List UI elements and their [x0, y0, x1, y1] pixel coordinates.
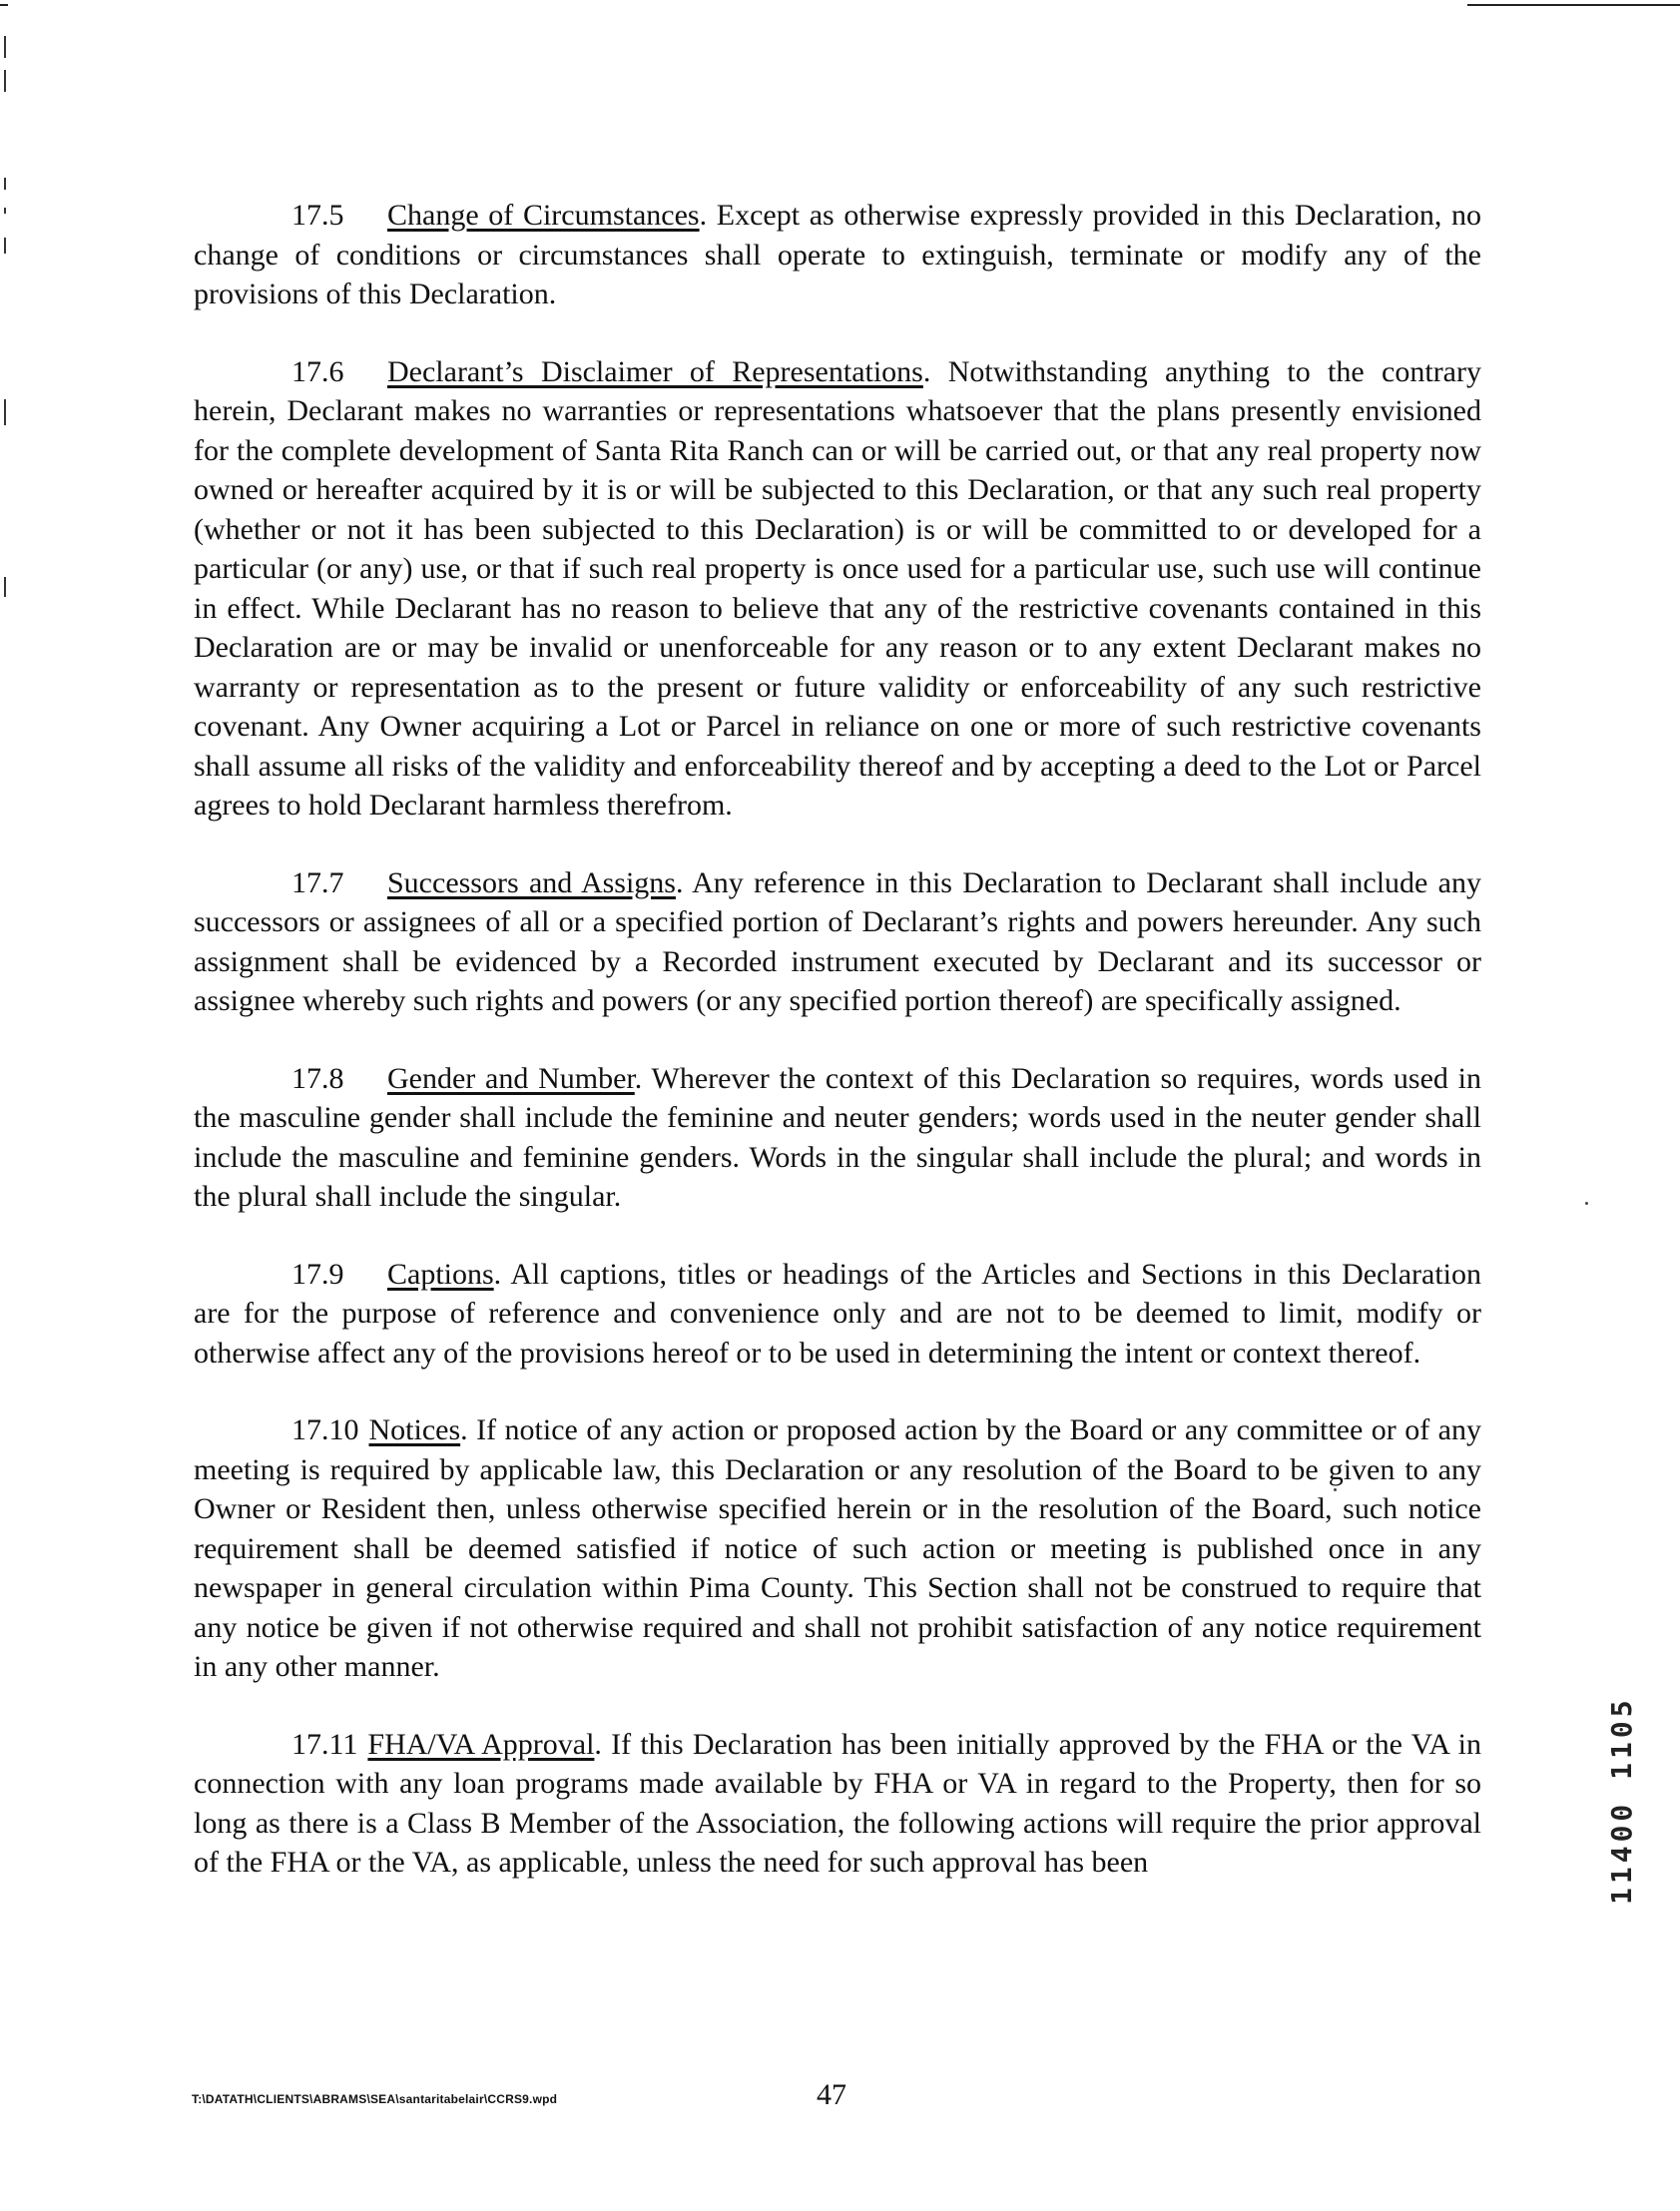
section-17-11	[194, 1725, 1481, 1883]
margin-tick	[4, 70, 6, 92]
section-17-10	[194, 1410, 1481, 1687]
section-number: 17.9	[291, 1257, 344, 1291]
section-number: 17.8	[291, 1061, 344, 1095]
section-17-9	[194, 1255, 1481, 1374]
section-number: 17.5	[291, 199, 344, 232]
section-caption: FHA/VA Approval	[367, 1727, 595, 1761]
margin-tick	[4, 238, 6, 254]
section-number: 17.10	[291, 1413, 359, 1446]
margin-tick	[4, 36, 6, 58]
stray-dot	[1585, 1202, 1588, 1205]
section-caption: Captions	[387, 1257, 494, 1291]
recording-stamp: 11400 1105	[1605, 1696, 1638, 1905]
corner-mark	[0, 4, 8, 6]
section-17-8	[194, 1059, 1481, 1217]
footer-file-path: T:\DATATH\CLIENTS\ABRAMS\SEA\santaritabelair\CCRS9.wpd	[192, 2092, 558, 2106]
section-caption: Successors and Assigns	[387, 865, 676, 899]
page-number: 47	[817, 2078, 846, 2111]
margin-tick	[4, 208, 6, 214]
section-text: . Any reference in this Declaration to Declarant shall include any successors or assignees of all or a specified portion of Declarant’s rights and powers hereunder. Any such assignment shall be evidenced by a Recorded instrument executed by Declarant and its successor or assignee whereby such rights and powers (or any specified portion thereof) are specifically assigned.	[194, 865, 1481, 1017]
section-caption: Change of Circumstances	[387, 199, 700, 232]
section-caption: Declarant’s Disclaimer of Representations	[387, 354, 923, 388]
margin-tick	[4, 577, 6, 597]
section-text: . If this Declaration has been initially approved by the FHA or the VA in connection with any loan programs made available by FHA or VA in regard to the Property, then for so long as there is a Class B Member of the Association, the following actions will require the prior approval of the FHA or the VA, as applicable, unless the need for such approval has been	[194, 1727, 1481, 1879]
section-number: 17.11	[291, 1727, 358, 1761]
section-caption: Gender and Number	[387, 1061, 635, 1095]
section-17-5	[194, 196, 1481, 314]
section-text: . Notwithstanding anything to the contrary herein, Declarant makes no warranties or representations whatsoever that the plans presently envisioned for the complete development of Santa Rita Ranch can or will be carried out, or that any real property now owned or hereafter acquired by it is or will be subjected to this Declaration, or that any such real property (whether or not it has been subjected to this Declaration) is or will be committed to or developed for a particular (or any) use, or that if such real property is once used for a particular use, such use will continue in effect. While Declarant has no reason to believe that any of the restrictive covenants contained in this Declaration are or may be invalid or unenforceable for any reason or to any extent Declarant makes no warranty or representation as to the present or future validity or enforceability of any such restrictive covenant. Any Owner acquiring a Lot or Parcel in reliance on one or more of such restrictive covenants shall assume all risks of the validity and enforceability thereof and by accepting a deed to the Lot or Parcel agrees to hold Declarant harmless therefrom.	[194, 354, 1481, 822]
section-number: 17.6	[291, 354, 344, 388]
section-caption: Notices	[368, 1413, 461, 1446]
section-text: . Except as otherwise expressly provided in this Declaration, no change of conditions or circumstances shall operate to extinguish, terminate or modify any of the provisions of this Declaration.	[194, 199, 1481, 310]
margin-tick	[4, 399, 6, 425]
section-17-6	[194, 352, 1481, 826]
section-text: . Wherever the context of this Declaration so requires, words used in the masculine gender shall include the feminine and neuter genders; words used in the neuter gender shall include the masculine and feminine genders. Words in the singular shall include the plural; and words in the plural shall include the singular.	[194, 1061, 1481, 1213]
section-number: 17.7	[291, 865, 344, 899]
section-text: . All captions, titles or headings of the Articles and Sections in this Declaration are for the purpose of reference and convenience only and are not to be deemed to limit, modify or otherwise affect any of the provisions hereof or to be used in determining the intent or context thereof.	[194, 1257, 1481, 1370]
top-rule	[1467, 4, 1680, 6]
margin-tick	[4, 178, 6, 190]
section-text: . If notice of any action or proposed action by the Board or any committee or of any meeting is required by applicable law, this Declaration or any resolution of the Board to be given to any Owner or Resident then, unless otherwise specified herein or in the resolution of the Board, such notice requirement shall be deemed satisfied if notice of such action or meeting is published once in any newspaper in general circulation within Pima County. This Section shall not be construed to require that any notice be given if not otherwise required and shall not prohibit satisfaction of any notice requirement in any other manner.	[194, 1413, 1481, 1683]
section-17-7	[194, 863, 1481, 1021]
declaration-body	[194, 196, 1481, 1921]
